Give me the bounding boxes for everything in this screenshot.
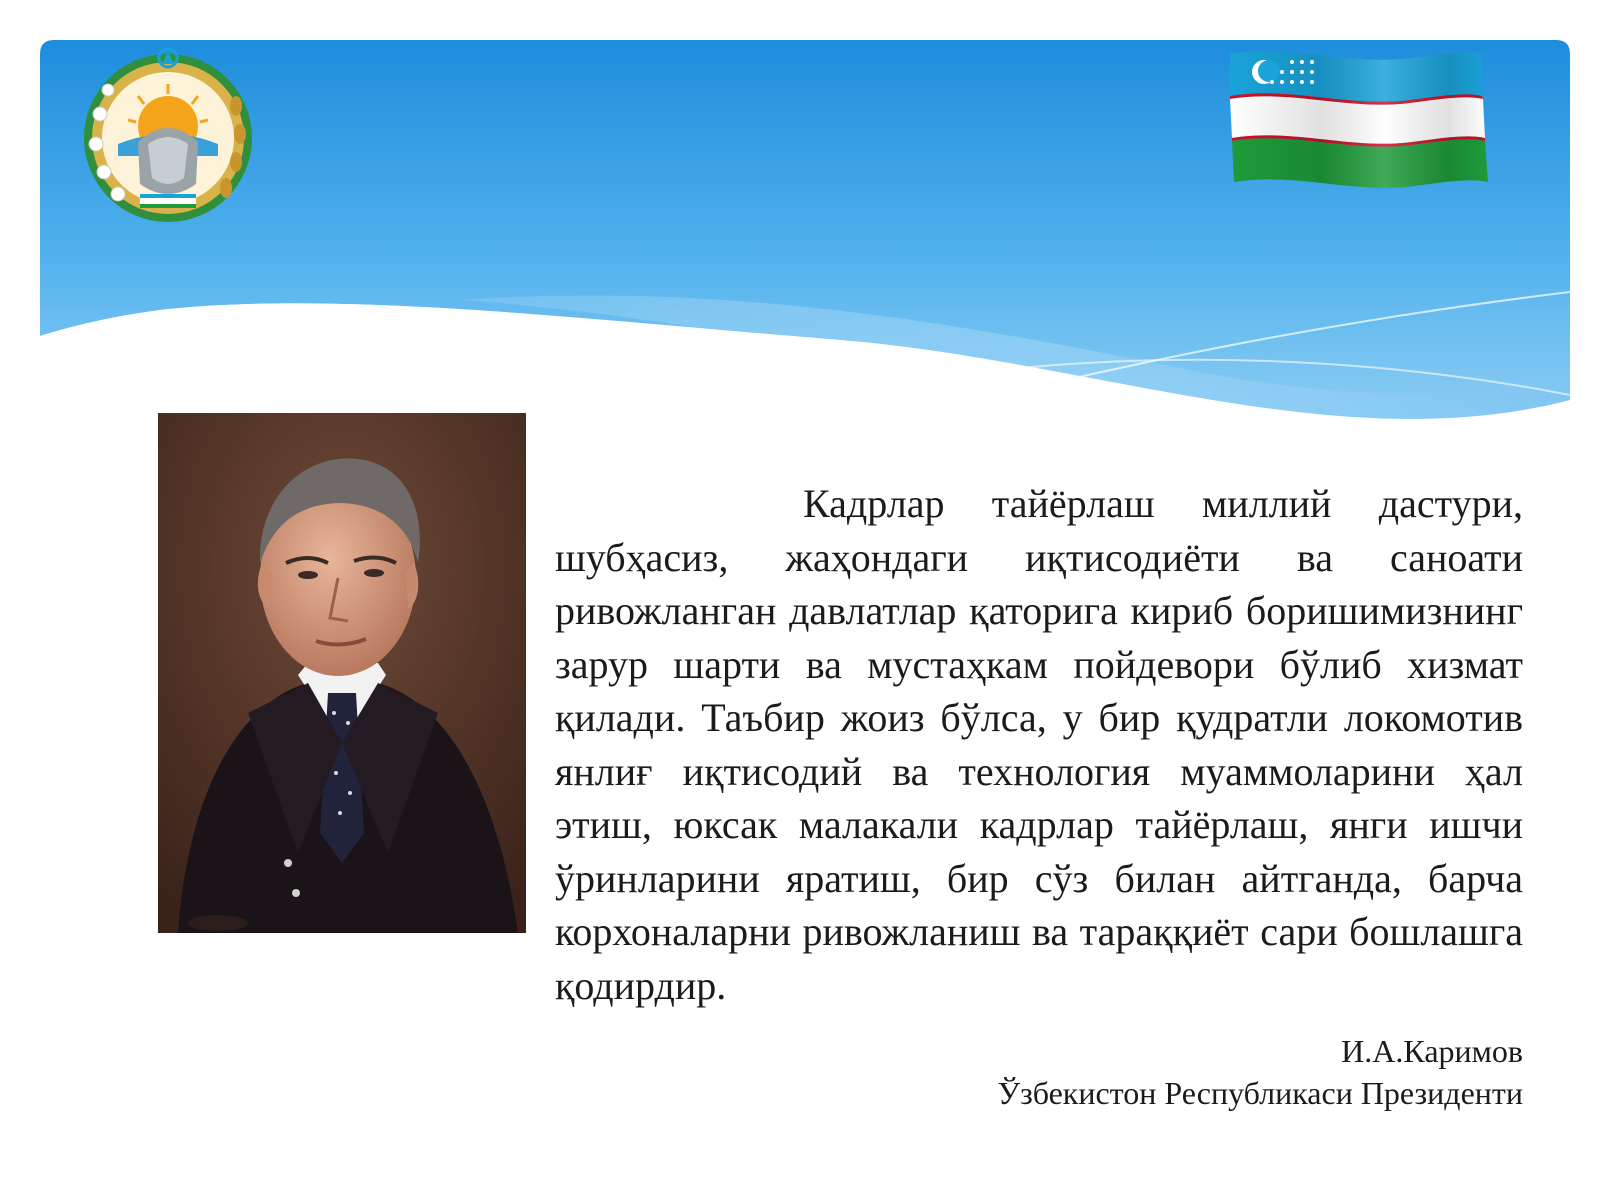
- portrait-photo: [158, 413, 526, 933]
- state-emblem-icon: [78, 44, 258, 226]
- author-title: Ўзбекистон Республикаси Президенти: [997, 1075, 1523, 1111]
- flag-icon: [1230, 48, 1492, 188]
- quote-block: [555, 477, 1523, 1114]
- quote-author: И.А.Каримов: [1341, 1033, 1523, 1069]
- quote-text: Кадрлар тайёрлаш миллий дастури, шубҳасиз, жаҳондаги иқтисодиёти ва саноати ривожланган давлатлар қаторига кириб боришимизнинг зарур шарти ва мустаҳкам пойдевори бўлиб хизмат қилади. Таъбир жоиз бўлса, у бир қудратли локомотив янлиғ иқтисодий ва технология муаммоларини ҳал этиш, юксак малакали кадрлар тайёрлаш, янги ишчи ўринларини яратиш, бир сўз билан айтганда, барча корхоналарни ривожланиш ва тараққиёт сари бошлашга қодирдир.: [555, 481, 1523, 1008]
